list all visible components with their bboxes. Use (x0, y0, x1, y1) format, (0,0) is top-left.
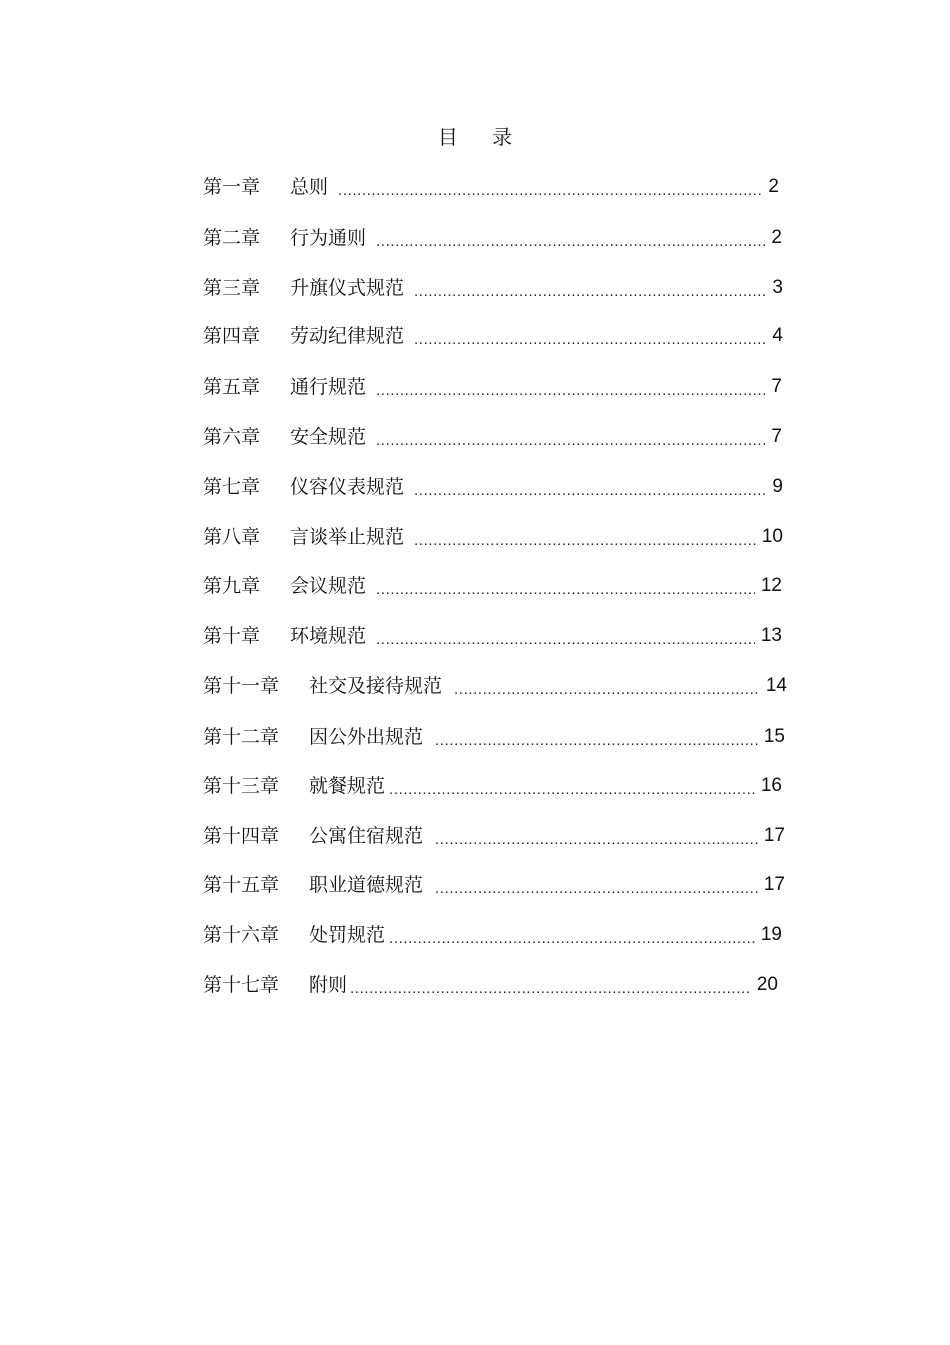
toc-page-number: 7 (771, 376, 782, 397)
toc-entry[interactable] (203, 773, 782, 799)
toc-entry[interactable] (203, 872, 785, 898)
toc-page-number: 17 (763, 825, 785, 846)
toc-page-number: 20 (756, 974, 778, 995)
toc-chapter-number: 第六章 (203, 426, 261, 448)
toc-page-number: 3 (772, 277, 783, 298)
toc-page-number: 2 (768, 176, 779, 197)
toc-chapter-number: 第十四章 (203, 825, 280, 847)
toc-chapter-heading: 总则 (290, 176, 329, 198)
toc-chapter-heading: 环境规范 (290, 625, 367, 647)
toc-dot-leader (435, 724, 758, 750)
toc-dot-leader (389, 773, 755, 799)
toc-chapter-number: 第十章 (203, 625, 261, 647)
toc-entry[interactable] (203, 724, 785, 750)
toc-entry[interactable] (203, 474, 783, 500)
toc-chapter-number: 第八章 (203, 526, 261, 548)
toc-dot-leader (350, 972, 751, 998)
toc-dot-leader (435, 823, 758, 849)
toc-chapter-number: 第一章 (203, 176, 261, 198)
toc-chapter-heading: 会议规范 (290, 575, 367, 597)
toc-entry[interactable] (203, 573, 782, 599)
toc-page-number: 9 (772, 476, 783, 497)
toc-entry[interactable] (203, 323, 783, 349)
toc-entry[interactable] (203, 174, 779, 200)
toc-dot-leader (376, 623, 755, 649)
toc-chapter-number: 第十五章 (203, 874, 280, 896)
toc-chapter-heading: 公寓住宿规范 (309, 825, 424, 847)
toc-page-number: 4 (772, 325, 783, 346)
toc-chapter-heading: 仪容仪表规范 (290, 476, 405, 498)
toc-page-number: 14 (765, 675, 787, 696)
toc-chapter-number: 第十二章 (203, 726, 280, 748)
toc-dot-leader (376, 424, 765, 450)
toc-chapter-heading: 职业道德规范 (309, 874, 424, 896)
toc-dot-leader (376, 374, 765, 400)
toc-dot-leader (389, 922, 755, 948)
toc-entry[interactable] (203, 374, 782, 400)
toc-page-number: 16 (760, 775, 782, 796)
toc-page-number: 15 (763, 726, 785, 747)
toc-chapter-number: 第四章 (203, 325, 261, 347)
toc-dot-leader (376, 225, 765, 251)
toc-dot-leader (338, 174, 762, 200)
toc-dot-leader (454, 673, 760, 699)
toc-page-number: 17 (763, 874, 785, 895)
toc-dot-leader (376, 573, 755, 599)
toc-chapter-heading: 附则 (309, 974, 348, 996)
toc-entry[interactable] (203, 275, 783, 301)
toc-entry[interactable] (203, 524, 783, 550)
toc-chapter-heading: 通行规范 (290, 376, 367, 398)
toc-entry[interactable] (203, 673, 787, 699)
toc-chapter-heading: 升旗仪式规范 (290, 277, 405, 299)
toc-entry[interactable] (203, 972, 778, 998)
toc-dot-leader (414, 474, 766, 500)
toc-title: 目 录 (437, 125, 527, 149)
toc-chapter-heading: 言谈举止规范 (290, 526, 405, 548)
toc-page-number: 10 (761, 526, 783, 547)
toc-entry[interactable] (203, 424, 782, 450)
toc-chapter-number: 第十六章 (203, 924, 280, 946)
toc-chapter-number: 第七章 (203, 476, 261, 498)
toc-entry[interactable] (203, 225, 782, 251)
toc-page-number: 13 (760, 625, 782, 646)
toc-dot-leader (414, 275, 766, 301)
toc-chapter-number: 第三章 (203, 277, 261, 299)
toc-chapter-number: 第十三章 (203, 775, 280, 797)
toc-chapter-heading: 劳动纪律规范 (290, 325, 405, 347)
toc-chapter-number: 第十一章 (203, 675, 280, 697)
toc-chapter-number: 第十七章 (203, 974, 280, 996)
toc-entry[interactable] (203, 823, 785, 849)
toc-page-number: 2 (771, 227, 782, 248)
toc-dot-leader (414, 323, 766, 349)
toc-page-number: 19 (760, 924, 782, 945)
toc-chapter-heading: 安全规范 (290, 426, 367, 448)
toc-page-number: 7 (771, 426, 782, 447)
toc-entry[interactable] (203, 623, 782, 649)
toc-chapter-heading: 就餐规范 (309, 775, 386, 797)
toc-chapter-number: 第五章 (203, 376, 261, 398)
toc-page-number: 12 (760, 575, 782, 596)
toc-chapter-number: 第二章 (203, 227, 261, 249)
toc-dot-leader (414, 524, 756, 550)
toc-entry[interactable] (203, 922, 782, 948)
toc-chapter-number: 第九章 (203, 575, 261, 597)
toc-chapter-heading: 行为通则 (290, 227, 367, 249)
toc-chapter-heading: 因公外出规范 (309, 726, 424, 748)
toc-chapter-heading: 社交及接待规范 (309, 675, 443, 697)
toc-dot-leader (435, 872, 758, 898)
toc-chapter-heading: 处罚规范 (309, 924, 386, 946)
